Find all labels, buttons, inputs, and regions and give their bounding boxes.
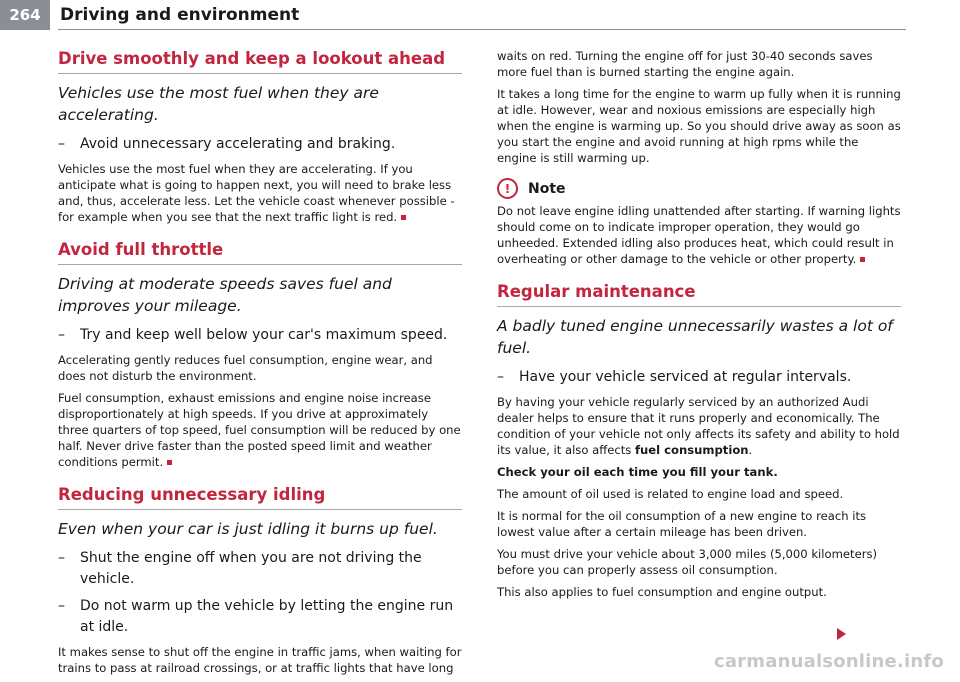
left-column [58,48,462,682]
step-text: Shut the engine off when you are not driving the vehicle. [80,550,422,587]
body-paragraph: You must drive your vehicle about 3,000 miles (5,000 kilometers) before you can properly assess oil consumption. [497,547,878,577]
section-lede: A badly tuned engine unnecessarily wastes a lot of fuel. [497,317,893,357]
step-item [58,548,462,590]
body-paragraph: It makes sense to shut off the engine in traffic jams, when waiting for trains to pass at railroad crossings, or at traffic lights that have long [58,645,462,675]
body-paragraph: This also applies to fuel consumption and engine output. [497,585,827,599]
section-end-mark [401,215,406,220]
step-dash: – [497,369,504,385]
body-paragraph [58,390,462,470]
step-text: Have your vehicle serviced at regular intervals. [519,369,852,385]
body-paragraph: It takes a long time for the engine to warm up fully when it is running at idle. However, wear and noxious emissions are especially high when the engine is warming up. So you should drive away as soon as you start the engine and avoid running at high rpms while the engine is still warming up. [497,87,901,165]
section-heading-avoid-full-throttle: Avoid full throttle [58,239,462,265]
section-end-mark [167,460,172,465]
note-header [497,178,901,199]
body-paragraph: It is normal for the oil consumption of a new engine to reach its lowest value after a certain mileage has been driven. [497,509,867,539]
section-lede: Driving at moderate speeds saves fuel and improves your mileage. [58,275,392,315]
page-number: 264 [0,0,50,30]
section-lede: Vehicles use the most fuel when they are accelerating. [58,84,379,124]
watermark: carmanualsonline.info [713,651,944,672]
section-end-mark [860,257,865,262]
chapter-title: Driving and environment [60,5,300,25]
bold-instruction [497,464,901,480]
exclamation-circle-icon: ! [497,178,518,199]
right-column [497,48,901,606]
body-paragraph: waits on red. Turning the engine off for just 30-40 seconds saves more fuel than is burned starting the engine again. [497,49,873,79]
step-dash: – [58,550,65,566]
body-text: Fuel consumption, exhaust emissions and engine noise increase disproportionately at high speeds. If you drive at approximately three quarters of top speed, fuel consumption will be reduced by one half. Never drive faster than the posted speed limit and weather conditions permit. [58,391,461,469]
bold-term: fuel consumption [635,443,749,457]
bold-instruction-text: Check your oil each time you fill your tank. [497,465,778,479]
body-paragraph [58,161,462,225]
step-item [58,134,462,155]
body-paragraph: Accelerating gently reduces fuel consumption, engine wear, and does not disturb the environment. [58,353,433,383]
body-paragraph: The amount of oil used is related to engine load and speed. [497,487,844,501]
header-rule [58,29,906,30]
body-text: By having your vehicle regularly serviced by an authorized Audi dealer helps to ensure that it runs properly and economically. The condition of your vehicle not only affects its safety and ability to hold its value, it also affects [497,395,900,457]
note-title: Note [528,180,566,197]
step-dash: – [58,136,65,152]
note-text [497,203,901,267]
body-text: . [748,443,753,457]
section-lede: Even when your car is just idling it burns up fuel. [58,520,438,538]
body-text: Vehicles use the most fuel when they are accelerating. If you anticipate what is going to happen next, you will need to brake less and, thus, accelerate less. Let the vehicle coast whenever possible - for example when you see that the next traffic light is red. [58,162,455,224]
continue-arrow-icon [837,628,846,640]
step-text: Avoid unnecessary accelerating and braking. [80,136,396,152]
step-dash: – [58,327,65,343]
body-text: Do not leave engine idling unattended after starting. If warning lights should come on to indicate improper operation, they would go unheeded. Extended idling also produces heat, which could result in overheating or other damage to the vehicle or other property. [497,204,901,266]
step-item [58,596,462,638]
step-dash: – [58,598,65,614]
step-text: Do not warm up the vehicle by letting the engine run at idle. [80,598,454,635]
step-item [58,325,462,346]
section-heading-regular-maintenance: Regular maintenance [497,281,901,307]
section-heading-drive-smoothly: Drive smoothly and keep a lookout ahead [58,48,462,74]
section-heading-reducing-idling: Reducing unnecessary idling [58,484,462,510]
step-item [497,367,901,388]
step-text: Try and keep well below your car's maximum speed. [80,327,448,343]
body-paragraph [497,394,901,458]
